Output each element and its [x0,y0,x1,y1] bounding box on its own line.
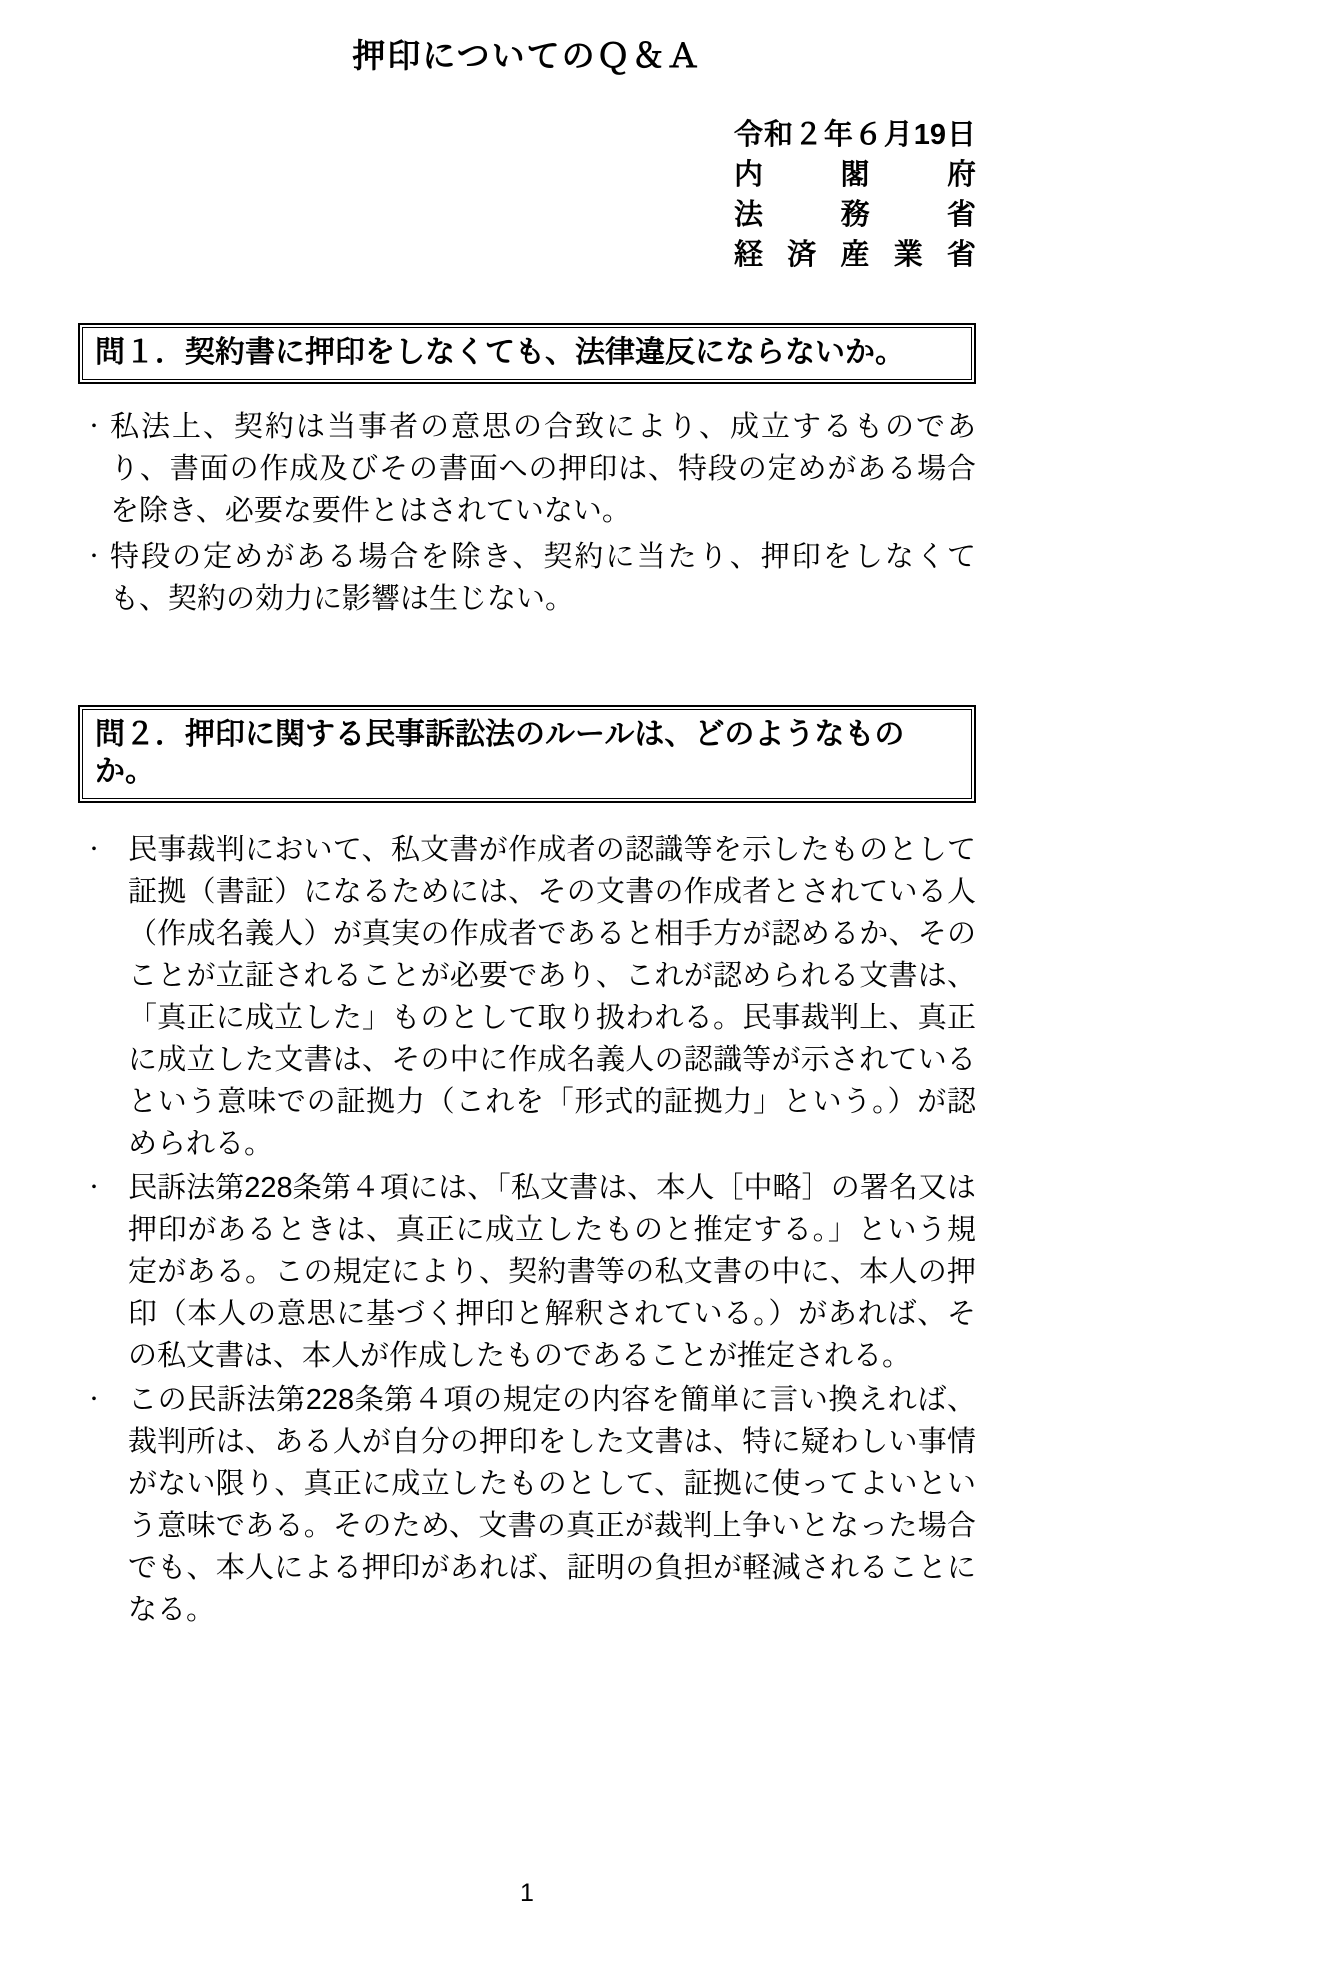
bullet-marker: ・ [84,1388,104,1411]
bullet-text: 民訴法第228条第４項には、「私文書は、本人［中略］の署名又は押印があるときは、真正に成立したものと推定する。」という規定がある。この規定により、契約書等の私文書の中に、本人の押印（本人の意思に基づく押印と解釈されている。）があれば、その私文書は、本人が作成したものであることが推定される。 [128,1171,976,1372]
question-2-heading-box [78,705,976,803]
bullet-item [78,536,976,620]
bullet-item [78,1167,976,1377]
bullet-item [78,829,976,1165]
bullet-item [78,406,976,532]
question-2-section [78,705,976,1631]
document-title: 押印についてのＱ＆Ａ [352,37,702,74]
bullet-marker: ・ [84,1176,104,1199]
bullet-text: この民訴法第228条第４項の規定の内容を簡単に言い換えれば、裁判所は、ある人が自分の押印をした文書は、特に疑わしい事情がない限り、真正に成立したものとして、証拠に使ってよいという意味である。そのため、文書の真正が裁判上争いとなった場合でも、本人による押印があれば、証明の負担が軽減されることになる。 [128,1383,976,1626]
question-1-heading-box [78,323,976,384]
bullet-text: 特段の定めがある場合を除き、契約に当たり、押印をしなくても、契約の効力に影響は生じない。 [110,540,976,615]
issuer-org-ministry-of-justice: 法務省 [734,199,976,231]
document-content [78,0,976,1633]
question-2-bullet-list [78,829,976,1631]
bullet-marker: ・ [84,838,104,861]
bullet-marker: ・ [84,415,104,438]
bullet-item [78,1379,976,1631]
issue-date: 令和２年６月19日 [734,119,976,151]
question-2-heading: 問２．押印に関する民事訴訟法のルールは、どのようなものか。 [82,709,972,799]
issuer-org-cabinet-office: 内閣府 [734,159,976,191]
issuer-block [734,115,976,275]
bullet-text: 私法上、契約は当事者の意思の合致により、成立するものであり、書面の作成及びその書面への押印は、特段の定めがある場合を除き、必要な要件とはされていない。 [110,410,976,527]
question-1-bullet-list [78,406,976,620]
bullet-text: 民事裁判において、私文書が作成者の認識等を示したものとして証拠（書証）になるためには、その文書の作成者とされている人（作成名義人）が真実の作成者であると相手方が認めるか、そのことが立証されることが必要であり、これが認められる文書は、「真正に成立した」ものとして取り扱われる。民事裁判上、真正に成立した文書は、その中に作成名義人の認識等が示されているという意味での証拠力（これを「形式的証拠力」という。）が認められる。 [128,833,976,1160]
issuer-org-ministry-of-economy: 経済産業省 [734,239,976,271]
question-1-heading: 問１．契約書に押印をしなくても、法律違反にならないか。 [82,327,972,380]
question-1-section [78,323,976,620]
page-number: 1 [520,1879,534,1907]
bullet-marker: ・ [84,545,104,568]
